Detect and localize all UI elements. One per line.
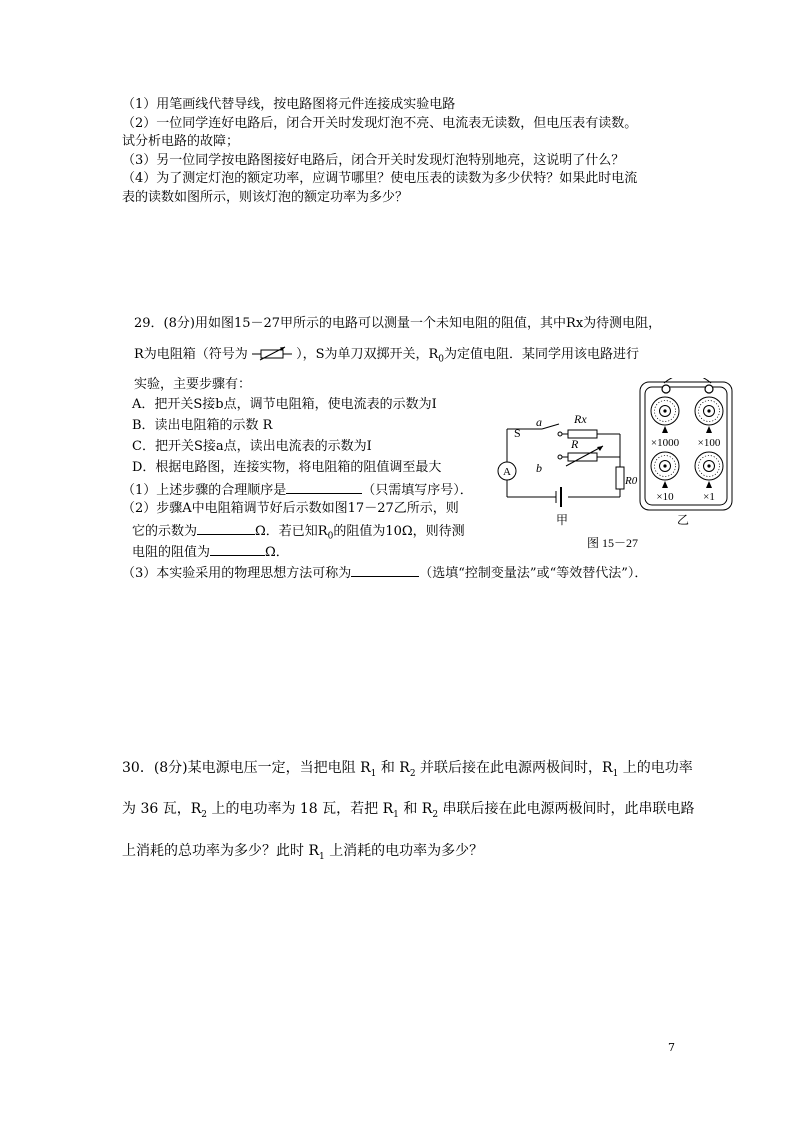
dial-x10-label: ×10 xyxy=(656,491,674,503)
pointer-x1-icon xyxy=(706,481,712,488)
rheostat-symbol-icon xyxy=(252,345,292,361)
answer-blank-order[interactable] xyxy=(286,480,362,494)
q28-part4-line1: （4）为了测定灯泡的额定功率，应调节哪里？使电压表的读数为多少伏特？如果此时电流 xyxy=(122,171,638,186)
q29-intro-line1: 29．(8分)用如图15－27甲所示的电路可以测量一个未知电阻的阻值，其中Rx为待测电阻， xyxy=(134,316,662,331)
q29-step-b: B．读出电阻箱的示数 R xyxy=(132,418,273,433)
dial-x1-label: ×1 xyxy=(703,491,715,503)
label-jia: 甲 xyxy=(556,513,569,527)
answer-blank-rx[interactable] xyxy=(210,542,265,556)
q29-intro-line3: 实验，主要步骤有： xyxy=(134,377,252,392)
terminal-a-icon xyxy=(558,432,562,436)
q29-step-a: A．把开关S接b点，调节电阻箱，使电流表的示数为I xyxy=(132,397,437,412)
q29-sub2-line3: 电阻的阻值为 Ω． xyxy=(132,542,289,561)
q30-line2: 为 36 瓦，$R_2$ 上的电功率为 18 瓦，若把 $R_1$ 和 $R_2$ 串联后接在此电源两极间时，此串联电路 xyxy=(122,801,695,820)
q29-intro-line2: R为电阻箱（符号为 ），S为单刀双掷开关，$R_0$为定值电阻．某同学用该电路进行 xyxy=(134,347,640,365)
label-yi: 乙 xyxy=(677,513,690,527)
pointer-x1000-icon xyxy=(662,426,668,433)
q28-part2-line2: 试分析电路的故障； xyxy=(122,134,240,149)
q28-part3: （3）另一位同学按电路图接好电路后，闭合开关时发现灯泡特别地亮，这说明了什么？ xyxy=(122,153,625,168)
pointer-x100-icon xyxy=(706,426,712,433)
switch-label: S xyxy=(514,426,521,440)
q30-line1: 30．(8分)某电源电压一定，当把电阻 $R_1$ 和 $R_2$ 并联后接在此电源两极间时，$R_1$ 上的电功率 xyxy=(122,760,693,779)
dial-x1000-label: ×1000 xyxy=(650,437,680,449)
answer-blank-method[interactable] xyxy=(351,563,419,577)
ammeter-label: A xyxy=(503,466,511,478)
r0-label: R0 xyxy=(625,475,638,487)
q29-step-c: C．把开关S接a点，读出电流表的示数为I xyxy=(132,439,372,454)
dial-x10[interactable] xyxy=(651,452,679,480)
q28-part1: （1）用笔画线代替导线，按电路图将元件连接成实验电路 xyxy=(122,97,456,112)
q30-line3: 上消耗的总功率为多少？此时 $R_1$ 上消耗的电功率为多少？ xyxy=(122,843,484,862)
terminal-right-icon xyxy=(705,385,713,393)
rx-label: Rx xyxy=(574,412,587,426)
answer-blank-reading[interactable] xyxy=(197,521,255,535)
node-b-label: b xyxy=(536,461,542,475)
dial-x1[interactable] xyxy=(695,452,723,480)
q28-part4-line2: 表的读数如图所示，则该灯泡的额定功率为多少？ xyxy=(122,190,409,205)
pointer-x10-icon xyxy=(662,481,668,488)
r-label: R xyxy=(571,437,579,451)
figure-caption: 图 15－27 xyxy=(587,536,639,550)
terminal-left-icon xyxy=(662,385,670,393)
dial-x1000[interactable] xyxy=(651,397,679,425)
node-a-label: a xyxy=(536,415,542,429)
terminal-b-icon xyxy=(558,455,562,459)
figure-15-27 xyxy=(490,378,735,558)
q29-sub2-line1: （2）步骤A中电阻箱调节好后示数如图17－27乙所示，则 xyxy=(122,501,459,516)
q29-step-d: D．根据电路图，连接实物，将电阻箱的阻值调至最大 xyxy=(132,460,442,475)
q28-part2-line1: （2）一位同学连好电路后，闭合开关时发现灯泡不亮、电流表无读数，但电压表有读数。 xyxy=(122,116,638,131)
dial-x100-label: ×100 xyxy=(697,437,721,449)
q29-sub3: （3）本实验采用的物理思想方法可称为 （选填“控制变量法”或“等效替代法”）． xyxy=(122,563,647,582)
q29-sub2-line2: 它的示数为 Ω．若已知$R_0$的阻值为10Ω，则待测 xyxy=(132,521,465,546)
dial-x100[interactable] xyxy=(695,397,723,425)
page-number: 7 xyxy=(668,1041,675,1054)
q29-sub1: （1）上述步骤的合理顺序是 （只需填写序号）． xyxy=(122,480,473,499)
